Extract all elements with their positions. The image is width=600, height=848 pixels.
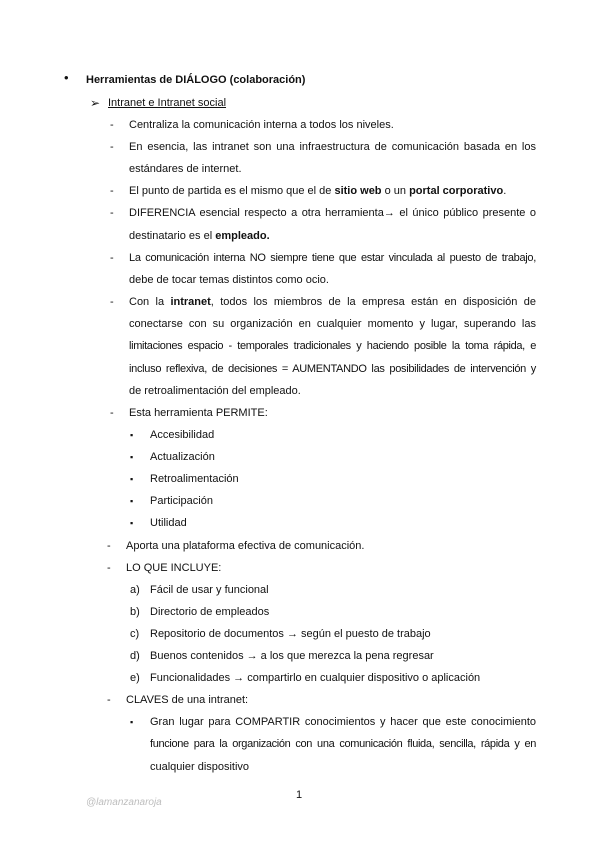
page-number: 1 [296, 789, 303, 801]
list-item-continued: debe de tocar temas distintos como ocio. [129, 274, 329, 286]
level1-bullet: • [64, 70, 69, 85]
section-title: Herramientas de DIÁLOGO (colaboración) [86, 74, 306, 86]
list-item: DIFERENCIA esencial respecto a otra herramienta→ el único público presente o [129, 207, 536, 219]
dash-bullet: - [107, 562, 111, 574]
list-item: Con la intranet, todos los miembros de la empresa están en disposición de [129, 296, 536, 308]
list-item-continued: de retroalimentación del empleado. [129, 385, 301, 397]
list-item: Aporta una plataforma efectiva de comunicación. [126, 540, 365, 552]
dash-bullet: - [107, 694, 111, 706]
watermark: @lamanzanaroja [86, 797, 162, 808]
list-item: CLAVES de una intranet: [126, 694, 249, 706]
list-item: La comunicación interna NO siempre tiene que estar vinculada al puesto de trabajo, [129, 252, 536, 264]
subsection-title: Intranet e Intranet social [108, 97, 227, 109]
list-item-continued: conectarse con su organización en cualquier momento y lugar, superando las [129, 318, 536, 330]
list-item-continued: incluso reflexiva, de decisiones = AUMENTANDO las posibilidades de intervención y [129, 363, 536, 375]
sub-list-item: Directorio de empleados [150, 606, 270, 618]
sub-list-item: Gran lugar para COMPARTIR conocimientos y hacer que este conocimiento [150, 716, 536, 728]
list-item: Esta herramienta PERMITE: [129, 407, 268, 419]
level2-arrow-icon: ➢ [90, 96, 101, 110]
square-bullet: ▪ [130, 717, 134, 727]
dash-bullet: - [110, 407, 114, 419]
sub-list-item: Participación [150, 495, 213, 507]
square-bullet: ▪ [130, 452, 134, 462]
square-bullet: ▪ [130, 518, 134, 528]
square-bullet: ▪ [130, 474, 134, 484]
sub-list-item-continued: funcione para la organización con una comunicación fluida, sencilla, rápida y en [150, 738, 536, 750]
sub-list-item-continued: cualquier dispositivo [150, 761, 250, 773]
sub-list-item: Utilidad [150, 517, 187, 529]
list-item-continued: destinatario es el empleado. [129, 230, 270, 242]
sub-list-item: Fácil de usar y funcional [150, 584, 269, 596]
dash-bullet: - [110, 185, 114, 197]
list-item: En esencia, las intranet son una infraestructura de comunicación basada en los [129, 141, 536, 153]
list-item: Centraliza la comunicación interna a todos los niveles. [129, 119, 394, 131]
list-item-continued: estándares de internet. [129, 163, 242, 175]
sub-list-item: Buenos contenidos → a los que merezca la pena regresar [150, 650, 434, 662]
dash-bullet: - [110, 296, 114, 308]
dash-bullet: - [110, 207, 114, 219]
list-item-continued: limitaciones espacio - temporales tradicionales y haciendo posible la toma rápida, e [129, 340, 536, 352]
letter-marker: e) [130, 672, 140, 684]
letter-marker: b) [130, 606, 140, 618]
letter-marker: d) [130, 650, 140, 662]
sub-list-item: Funcionalidades → compartirlo en cualquier dispositivo o aplicación [150, 672, 481, 684]
list-item: LO QUE INCLUYE: [126, 562, 222, 574]
sub-list-item: Actualización [150, 451, 215, 463]
dash-bullet: - [107, 540, 111, 552]
sub-list-item: Accesibilidad [150, 429, 215, 441]
dash-bullet: - [110, 252, 114, 264]
dash-bullet: - [110, 141, 114, 153]
square-bullet: ▪ [130, 430, 134, 440]
list-item: El punto de partida es el mismo que el de sitio web o un portal corporativo. [129, 185, 507, 197]
sub-list-item: Repositorio de documentos → según el puesto de trabajo [150, 628, 431, 640]
dash-bullet: - [110, 119, 114, 131]
sub-list-item: Retroalimentación [150, 473, 239, 485]
letter-marker: a) [130, 584, 140, 596]
letter-marker: c) [130, 628, 140, 640]
square-bullet: ▪ [130, 496, 134, 506]
